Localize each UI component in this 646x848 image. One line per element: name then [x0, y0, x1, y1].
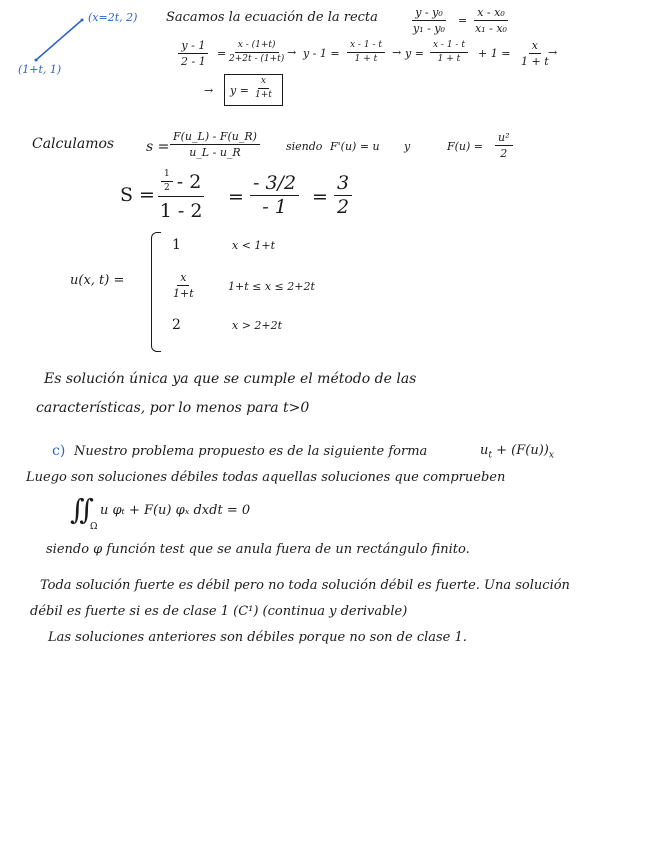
case-3-value: 2	[172, 317, 181, 333]
point-top-label: (x=2t, 2)	[88, 11, 138, 24]
step-fraction-5: $\frac{x}{1 + t}$	[521, 39, 549, 68]
segment-line	[36, 20, 82, 60]
line-formula-lhs: $\frac{\text{y - y₀}}{\text{y₁ - y₀}}$	[413, 6, 445, 35]
point-bottom-label: (1+t, 1)	[18, 63, 62, 76]
calc-word: Calculamos	[32, 136, 115, 152]
case-1-value: 1	[172, 237, 181, 253]
flux-fraction: $\frac{\text{u²}}{2}$	[495, 132, 513, 159]
case-2-condition: 1+t ≤ x ≤ 2+2t	[228, 280, 315, 293]
part-c-label: c)	[52, 443, 66, 459]
conclusion-line-1: Es solución única ya que se cumple el método de las	[44, 371, 417, 387]
pde-expression: $u_t + (F(u))_x$	[480, 443, 554, 461]
double-integral-sign: ∬	[70, 493, 94, 526]
piecewise-lhs: u(x, t) =	[70, 273, 125, 288]
intro-text: Sacamos la ecuación de la recta	[166, 10, 378, 25]
step-fraction-4: $\frac{x - 1 - t}{1 + t}$	[430, 41, 468, 64]
paragraph-line-2: débil es fuerte si es de clase 1 (C¹) (continua y derivable)	[30, 604, 408, 619]
line-formula-rhs: $\frac{\text{x - x₀}}{\text{x₁ - x₀}}$	[475, 6, 507, 35]
result-fraction: $\frac{x}{1+t}$	[255, 76, 272, 100]
s-value-fraction-2: $\frac{- 3/2}{- 1}$	[250, 174, 299, 217]
paragraph-line-3: Las soluciones anteriores son débiles porque no son de clase 1.	[48, 630, 467, 645]
step-fraction-1: $\frac{y - 1}{2 - 1}$	[178, 40, 209, 67]
step-fraction-2: $\frac{x - (1+t)}{2+2t - (1+t)}$	[229, 40, 285, 64]
case-3-condition: x > 2+2t	[232, 319, 283, 332]
notes-page: (x=2t, 2) (1+t, 1) Sacamos la ecuación de la recta $\frac{\text{y - y₀}}{\text{y₁ - y₀}}$ = $\frac{\text{x - x₀}}{\text{x₁ - x₀}}$ $\frac{y - 1}{2 - 1}$ = $\frac{x - (1+t)}{2+2t - (1+t)}$ → y - 1 = $\frac{x - 1 - t}{1 + t}$ → y = $\frac{x - 1 - t}{1 + t}$ + 1 = $\frac{x}{1 + t}$ → → y = $\frac{x}{1+t}$ Calculamos s = $\frac{F(u\_L) - F(u\_R)}{u\_L - u\_R}$ siendo F'(u) = u y F(u) = $\frac{\text{u²}}{2}$ S = $\frac{1}{2}$ - 2 1 - 2 = $\frac{- 3/2}{- 1}$ = $\frac{3}{2}$ u(x, t) = 1 x < 1+t $\frac{x}{1+t}$ 1+t ≤ x ≤ 2+2t 2 x > 2+2t Es solución única ya que se cumple el método de las características, por lo menos para t>0 c) Nuestro problema propuesto es de la siguiente forma $u_t + (F(u))_x$ Luego son soluciones débiles todas aquellas soluciones que comprueben ∬ Ω u φₜ + F(u) φₓ dxdt = 0 siendo φ función test que se anula fuera de un rectángulo finito. Toda solución fuerte es débil pero no toda solución débil es fuerte. Una solución débil es fuerte si es de clase 1 (C¹) (continua y derivable) Las soluciones anteriores son débiles porque no son de clase 1.	[0, 0, 646, 848]
s-value-fraction-1: $\frac{1}{2}$ - 2 1 - 2	[159, 169, 203, 222]
part-c-line-2: Luego son soluciones débiles todas aquellas soluciones que comprueben	[26, 470, 506, 485]
integral-body: u φₜ + F(u) φₓ dxdt = 0	[100, 503, 251, 518]
s-value-fraction-3: $\frac{3}{2}$	[334, 174, 352, 217]
paragraph-line-1: Toda solución fuerte es débil pero no toda solución débil es fuerte. Una solución	[40, 578, 570, 593]
case-1-condition: x < 1+t	[232, 239, 276, 252]
test-function-line: siendo φ función test que se anula fuera de un rectángulo finito.	[46, 542, 470, 557]
integral-domain: Ω	[90, 522, 98, 532]
conclusion-line-2: características, por lo menos para t>0	[36, 400, 310, 416]
speed-formula: $\frac{F(u\_L) - F(u\_R)}{u\_L - u\_R}$	[170, 131, 260, 158]
step-fraction-3: $\frac{x - 1 - t}{1 + t}$	[347, 41, 385, 64]
case-2-value: $\frac{x}{1+t}$	[173, 271, 194, 300]
part-c-line-1: Nuestro problema propuesto es de la siguiente forma	[74, 444, 428, 459]
result-lhs: y =	[230, 84, 249, 97]
piecewise-brace	[151, 232, 161, 352]
